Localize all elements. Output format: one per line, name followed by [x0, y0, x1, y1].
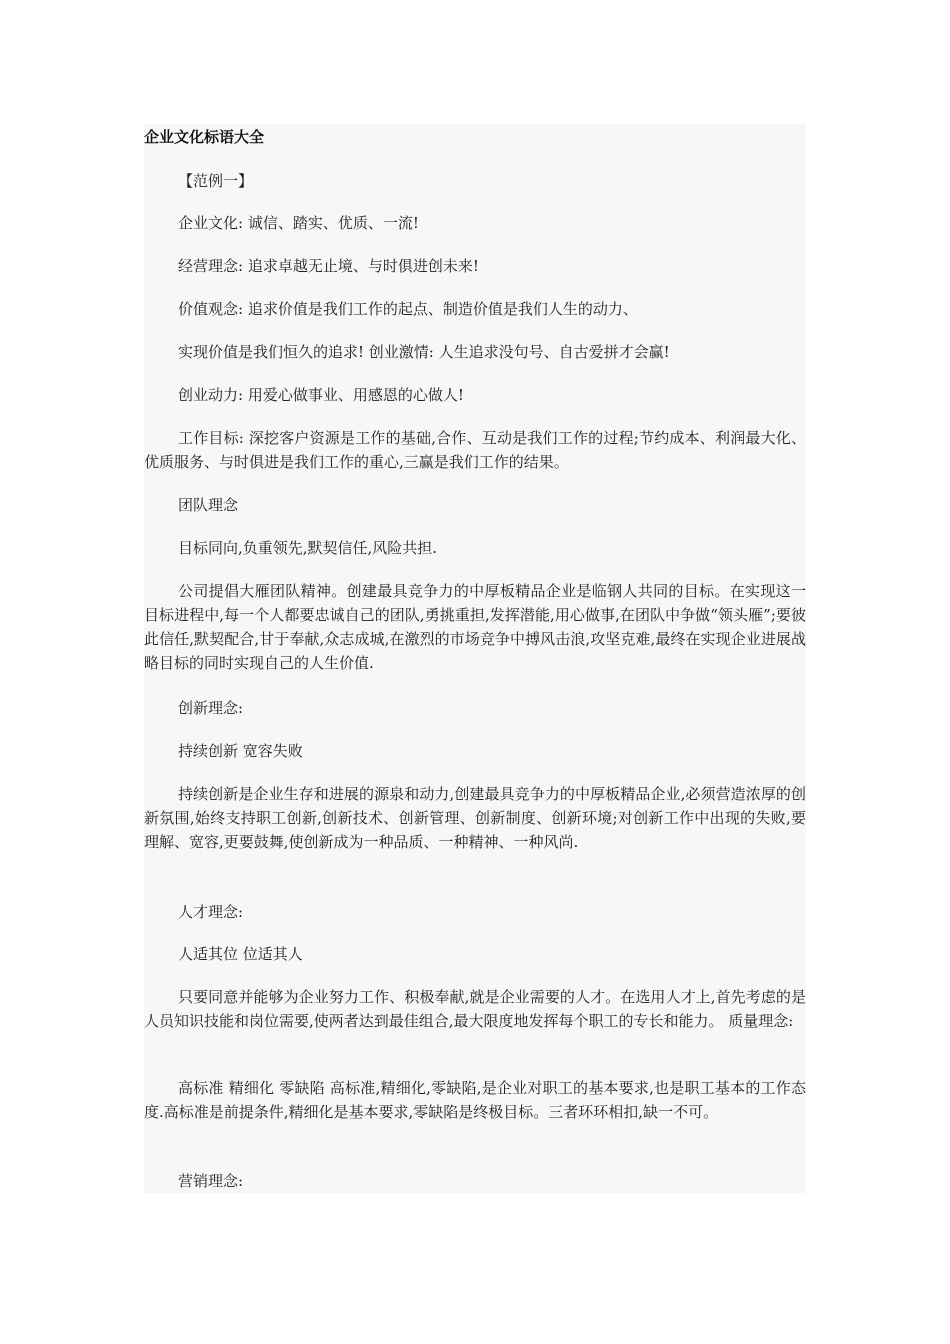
paragraph-innovation-heading: 创新理念:	[178, 699, 244, 717]
paragraph-work-goals: 工作目标: 深挖客户资源是工作的基础,合作、互动是我们工作的过程;节约成本、利润最大化、优质服务、与时俱进是我们工作的重心,三赢是我们工作的结果。	[144, 429, 806, 471]
paragraph-team-spirit: 公司提倡大雁团队精神。创建最具竞争力的中厚板精品企业是临钢人共同的目标。在实现这一目标进程中,每一个人都要忠诚自己的团队,勇挑重担,发挥潜能,用心做事,在团队中争做“领头雁”;要彼此信任,默契配合,甘于奉献,众志成城,在激烈的市场竞争中搏风击浪,攻坚克难,最终在实现企业进展战略目标的同时实现自己的人生价值.	[144, 582, 806, 672]
paragraph-marketing-heading: 营销理念:	[178, 1172, 244, 1190]
document-title: 企业文化标语大全	[144, 128, 265, 146]
paragraph-talent-body: 只要同意并能够为企业努力工作、积极奉献,就是企业需要的人才。在选用人才上,首先考虑的是人员知识技能和岗位需要,使两者达到最佳组合,最大限度地发挥每个职工的专长和能力。 质量理念:	[144, 988, 806, 1030]
paragraph-value-concept: 价值观念: 追求价值是我们工作的起点、制造价值是我们人生的动力、	[178, 300, 638, 318]
paragraph-innovation-motto: 持续创新 宽容失败	[178, 742, 303, 760]
paragraph-corporate-culture: 企业文化: 诚信、踏实、优质、一流!	[178, 214, 419, 232]
paragraph-business-philosophy: 经营理念: 追求卓越无止境、与时俱进创未来!	[178, 257, 479, 275]
paragraph-team-heading: 团队理念	[178, 496, 239, 514]
document-panel	[144, 124, 806, 1193]
paragraph-innovation-body: 持续创新是企业生存和进展的源泉和动力,创建最具竞争力的中厚板精品企业,必须营造浓厚的创新氛围,始终支持职工创新,创新技术、创新管理、创新制度、创新环境;对创新工作中出现的失败,要理解、宽容,更要鼓舞,使创新成为一种品质、一种精神、一种风尚.	[144, 785, 806, 851]
paragraph-realize-value: 实现价值是我们恒久的追求! 创业激情: 人生追求没句号、自古爱拼才会赢!	[178, 343, 670, 361]
paragraph-example-heading: 【范例一】	[178, 172, 254, 190]
paragraph-entrepreneurial-drive: 创业动力: 用爱心做事业、用感恩的心做人!	[178, 386, 464, 404]
paragraph-talent-motto: 人适其位 位适其人	[178, 945, 303, 963]
paragraph-quality-body: 高标准 精细化 零缺陷 高标准,精细化,零缺陷,是企业对职工的基本要求,也是职工基本的工作态度.高标准是前提条件,精细化是基本要求,零缺陷是终极目标。三者环环相扣,缺一不可。	[144, 1079, 806, 1121]
paragraph-talent-heading: 人才理念:	[178, 903, 244, 921]
paragraph-team-motto: 目标同向,负重领先,默契信任,风险共担.	[178, 539, 438, 557]
